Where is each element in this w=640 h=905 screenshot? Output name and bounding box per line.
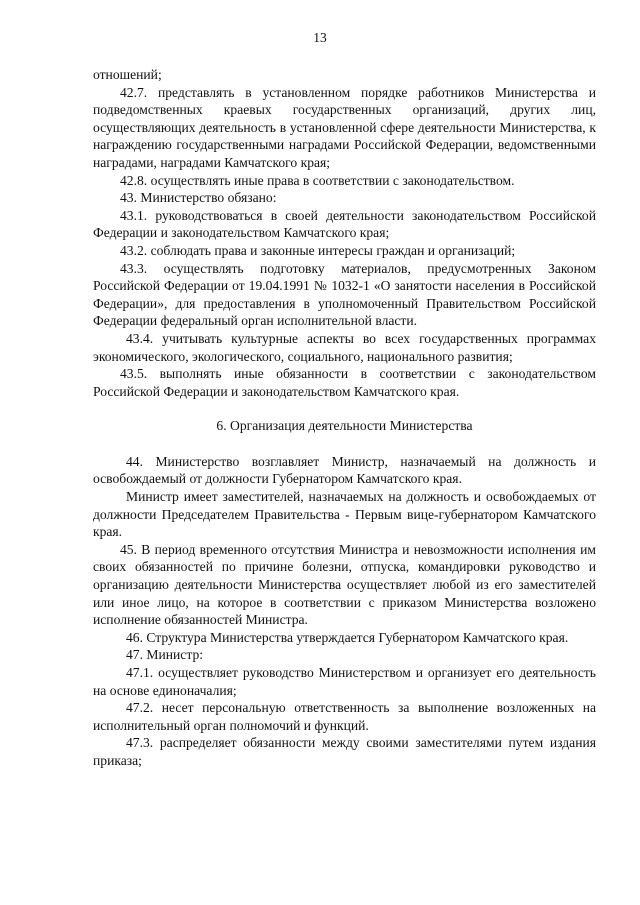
paragraph-45: 45. В период временного отсутствия Министра и невозможности исполнения им своих обязанностей по причине болезни, отпуска, командировки руководство и организацию деятельности Министерства осуществляет любой из его заместителей или иное лицо, на которое в соответствии с приказом Министерства возложено исполнение обязанностей Министра.	[93, 541, 596, 628]
paragraph-47: 47. Министр:	[126, 647, 204, 663]
paragraph-43-1: 43.1. руководствоваться в своей деятельности законодательством Российской Федерации и законодательством Камчатского края;	[93, 207, 596, 241]
paragraph-43-3: 43.3. осуществлять подготовку материалов, предусмотренных Законом Российской Федерации от 19.04.1991 № 1032-1 «О занятости населения в Российской Федерации», для предоставления в уполномоченный Правительством Российской Федерации федеральный орган исполнительной власти.	[93, 260, 596, 329]
paragraph-46: 46. Структура Министерства утверждается Губернатором Камчатского края.	[126, 629, 569, 645]
document-body	[93, 66, 596, 770]
paragraph-deputies: Министр имеет заместителей, назначаемых на должность и освобождаемых от должности Председателем Правительства - Первым вице-губернатором Камчатского края.	[93, 489, 596, 540]
paragraph-44: 44. Министерство возглавляет Министр, назначаемый на должность и освобождаемый от должности Губернатором Камчатского края.	[93, 453, 596, 487]
paragraph-47-2: 47.2. несет персональную ответственность за выполнение возложенных на исполнительный орган полномочий и функций.	[93, 700, 596, 733]
paragraph-43: 43. Министерство обязано:	[120, 190, 277, 206]
paragraph-continuation: отношений;	[93, 67, 162, 82]
paragraph-43-4: 43.4. учитывать культурные аспекты во всех государственных программах экономического, экологического, социального, национального развития;	[93, 330, 596, 364]
paragraph-43-2: 43.2. соблюдать права и законные интересы граждан и организаций;	[120, 242, 516, 258]
paragraph-42-7: 42.7. представлять в установленном порядке работников Министерства и подведомственных краевых государственных организаций, других лиц, осуществляющих деятельность в установленной сфере деятельности Министерства, к награждению государственными наградами Российской Федерации, ведомственными наградами, наградами Камчатского края;	[93, 84, 596, 170]
paragraph-47-1: 47.1. осуществляет руководство Министерством и организует его деятельность на основе единоначалия;	[93, 665, 596, 698]
paragraph-43-5: 43.5. выполнять иные обязанности в соответствии с законодательством Российской Федерации и законодательством Камчатского края.	[93, 366, 596, 399]
section-heading: 6. Организация деятельности Министерства	[216, 418, 473, 434]
paragraph-42-8: 42.8. осуществлять иные права в соответствии с законодательством.	[120, 172, 515, 188]
page-number: 13	[313, 30, 327, 45]
paragraph-47-3: 47.3. распределяет обязанности между своими заместителями путем издания приказа;	[93, 735, 596, 768]
